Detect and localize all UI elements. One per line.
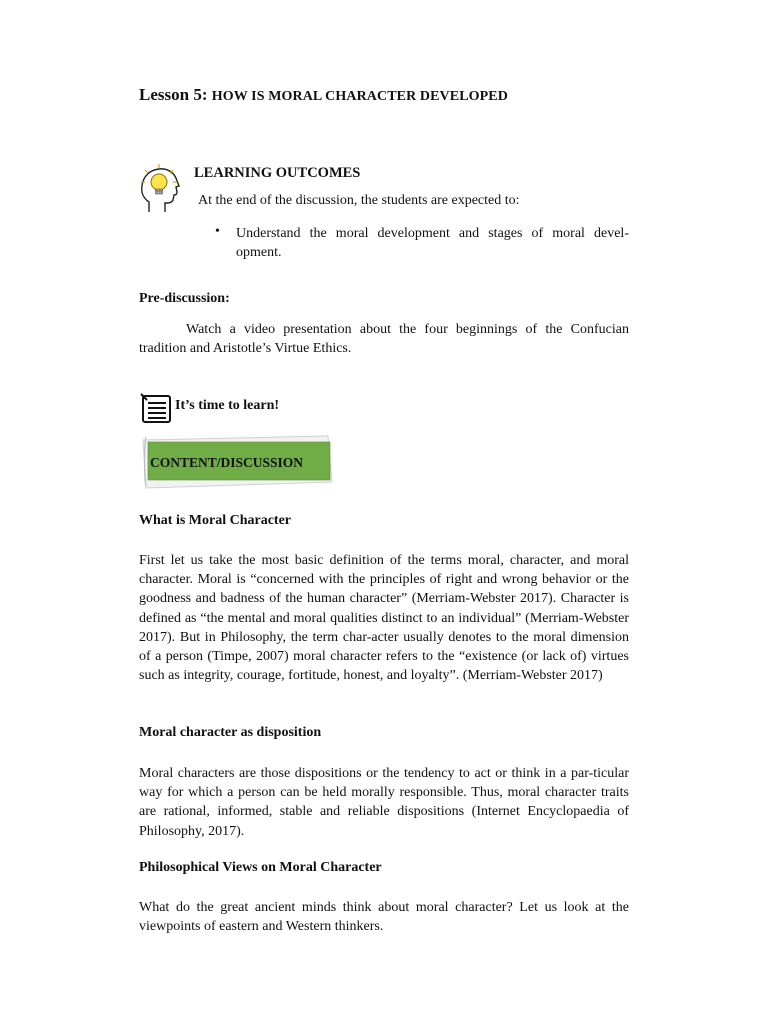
notepad-icon bbox=[139, 392, 173, 424]
lightbulb-head-icon bbox=[139, 162, 187, 214]
time-to-learn-label: It’s time to learn! bbox=[175, 398, 280, 413]
lesson-name: HOW IS MORAL CHARACTER DEVELOPED bbox=[211, 89, 508, 104]
content-discussion-label: CONTENT/DISCUSSION bbox=[150, 455, 304, 470]
pre-discussion-heading: Pre-discussion: bbox=[139, 291, 230, 306]
bullet-marker: • bbox=[215, 224, 220, 239]
section-paragraph-philosophical-views: What do the great ancient minds think about moral character? Let us look at the viewpoints of eastern and Western thinkers. bbox=[139, 900, 629, 935]
section-heading-philosophical-views: Philosophical Views on Moral Character bbox=[139, 860, 382, 875]
lesson-label: Lesson 5: bbox=[139, 85, 208, 104]
learning-outcomes-heading: LEARNING OUTCOMES bbox=[194, 165, 361, 181]
learning-outcome-item: Understand the moral development and stages of moral devel-opment. bbox=[236, 226, 629, 260]
section-heading-disposition: Moral character as disposition bbox=[139, 725, 322, 740]
pre-discussion-text: Watch a video presentation about the four beginnings of the Confucian tradition and Aristotle’s Virtue Ethics. bbox=[139, 322, 629, 356]
section-paragraph-disposition: Moral characters are those dispositions or the tendency to act or think in a par-ticular way for which a person can be held morally responsible. Thus, moral character traits are rational, informed, stable and reliable dispositions (Internet Encyclopaedia of Philosophy, 2017). bbox=[139, 766, 629, 839]
section-paragraph-moral-character: First let us take the most basic definition of the terms moral, character, and moral character. Moral is “concerned with the principles of right and wrong behavior or the goodness and badness of the human character” (Merriam-Webster 2017). Character is defined as “the mental and moral qualities distinct to an individual” (Merriam-Webster 2017). But in Philosophy, the term char-acter usually denotes to the moral dimension of a person (Timpe, 2007) moral character refers to the “existence (or lack of) virtues such as integrity, courage, fortitude, honest, and loyalty”. (Merriam-Webster 2017) bbox=[139, 553, 629, 684]
learning-outcomes-intro: At the end of the discussion, the students are expected to: bbox=[198, 193, 520, 208]
section-heading-moral-character: What is Moral Character bbox=[139, 513, 292, 528]
lesson-title bbox=[139, 85, 508, 105]
